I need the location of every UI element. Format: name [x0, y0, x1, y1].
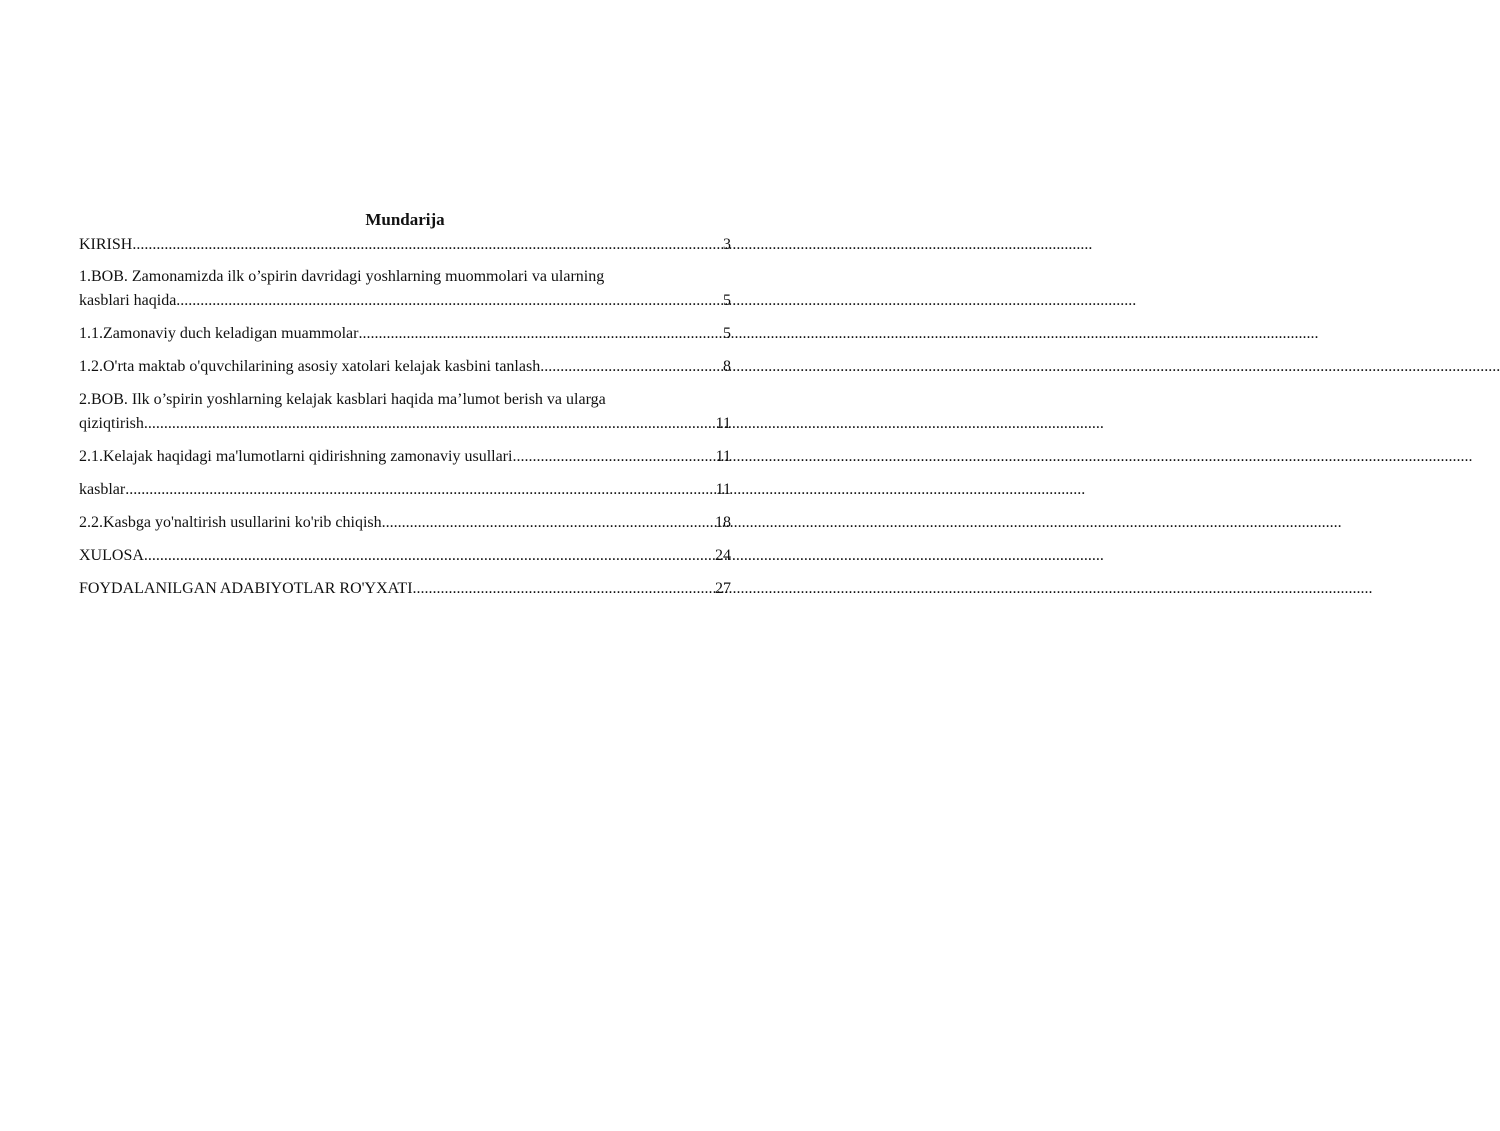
toc-entry-xulosa[interactable]: [79, 544, 731, 568]
toc-page-number: 11: [715, 448, 731, 465]
toc-leader-dots: [358, 322, 722, 346]
toc-leader-dots: [176, 289, 722, 313]
toc-entry-text: kasblari haqida: [79, 292, 177, 309]
toc-entry-section-1-2[interactable]: [79, 355, 731, 379]
toc-entry-section-2-1[interactable]: [79, 445, 731, 469]
toc-leader-dots: [144, 544, 714, 568]
toc-page-number: 11: [715, 481, 731, 498]
toc-leader-dots: [512, 445, 714, 469]
toc-entry-references[interactable]: [79, 577, 731, 601]
toc-page-number: 3: [723, 236, 731, 253]
toc-entry-section-1-1[interactable]: [79, 322, 731, 346]
toc-entry-text: kasblar: [79, 481, 126, 498]
toc-leader-dots: [540, 355, 722, 379]
toc-entry-text: qiziqtirish: [79, 415, 144, 432]
toc-page-number: 5: [723, 325, 731, 342]
toc-leader-dots: [413, 577, 714, 601]
toc-page-number: 5: [723, 292, 731, 309]
toc-page-number: 24: [715, 547, 731, 564]
toc-leader-dots: [144, 412, 715, 436]
table-of-contents: [79, 209, 731, 610]
toc-page-number: 27: [715, 580, 731, 597]
toc-entry-text: 1.1.Zamonaviy duch keladigan muammolar: [79, 325, 359, 342]
toc-entry-text: XULOSA: [79, 547, 144, 564]
toc-leader-dots: [125, 478, 714, 502]
toc-entry-chapter-1[interactable]: [79, 265, 731, 313]
toc-entry-text: 1.2.O'rta maktab o'quvchilarining asosiy xatolari kelajak kasbini tanlash: [79, 358, 541, 375]
toc-entry-kasblar[interactable]: [79, 478, 731, 502]
toc-entry-text: KIRISH: [79, 236, 133, 253]
toc-page-number: 8: [723, 358, 731, 375]
toc-page-number: 11: [715, 415, 731, 432]
toc-entry-text-line1: 2.BOB. Ilk o’spirin yoshlarning kelajak kasblari haqida ma’lumot berish va ularga: [79, 391, 606, 408]
toc-entry-text: FOYDALANILGAN ADABIYOTLAR RO'YXATI: [79, 580, 413, 597]
toc-leader-dots: [382, 511, 714, 535]
toc-entry-text: 2.1.Kelajak haqidagi ma'lumotlarni qidirishning zamonaviy usullari: [79, 448, 513, 465]
toc-title: Mundarija: [365, 210, 445, 229]
toc-page-number: 18: [715, 514, 731, 531]
toc-entry-text: 2.2.Kasbga yo'naltirish usullarini ko'rib chiqish: [79, 514, 382, 531]
toc-entry-chapter-2[interactable]: [79, 388, 731, 436]
toc-entry-kirish[interactable]: [79, 233, 731, 257]
toc-entry-text-line1: 1.BOB. Zamonamizda ilk o’spirin davridagi yoshlarning muommolari va ularning: [79, 268, 605, 285]
toc-leader-dots: [132, 233, 722, 257]
toc-entry-section-2-2[interactable]: [79, 511, 731, 535]
